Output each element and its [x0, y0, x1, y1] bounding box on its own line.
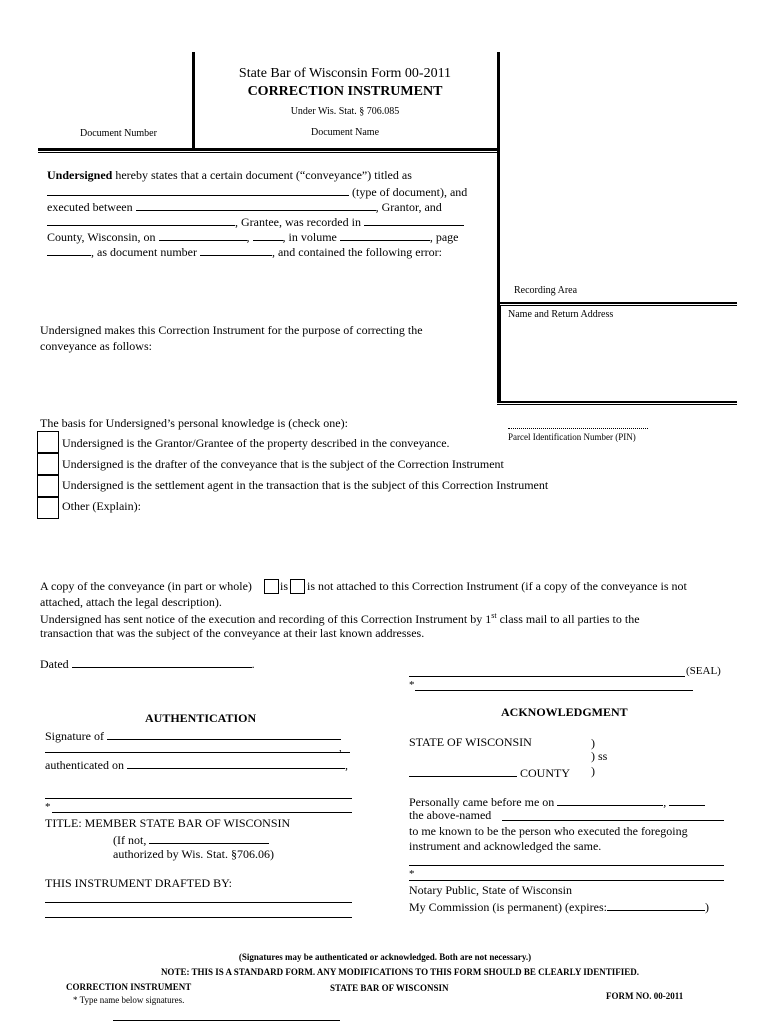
notice-line-1: [40, 611, 640, 627]
recorded-year-field[interactable]: [253, 228, 283, 241]
line3-tail: , Grantor, and: [375, 200, 442, 214]
drafted-by-label: THIS INSTRUMENT DRAFTED BY:: [45, 876, 233, 890]
grantee-field[interactable]: [47, 213, 235, 226]
purpose-line-1: Undersigned makes this Correction Instrument for the purpose of correcting the: [40, 323, 423, 337]
line4-mid: , Grantee, was recorded in: [235, 215, 361, 229]
signature-of-field[interactable]: [107, 727, 341, 740]
document-number-field[interactable]: [200, 243, 272, 256]
copy-tail: is not attached to this Correction Instrument (if a copy of the conveyance is not: [307, 579, 687, 593]
line2-text: (type of document), and: [352, 185, 468, 199]
dated-label: Dated: [40, 657, 69, 671]
option-grantor-grantee: Undersigned is the Grantor/Grantee of the property described in the conveyance.: [62, 436, 450, 450]
purpose-line-2: conveyance as follows:: [40, 339, 152, 353]
authenticated-on-line: [45, 756, 348, 773]
auth-signature-line[interactable]: [45, 798, 352, 799]
known-line-2: instrument and acknowledged the same.: [409, 839, 602, 853]
footer-left-sub: * Type name below signatures.: [73, 995, 185, 1005]
copy-line-2: attached, attach the legal description).: [40, 595, 222, 609]
county-recorded-field[interactable]: [364, 213, 464, 226]
option-drafter: Undersigned is the drafter of the conveyance that is the subject of the Correction Instrument: [62, 457, 504, 471]
auth-comma-1: ,: [339, 742, 342, 754]
drafted-by-line-2[interactable]: [45, 917, 352, 918]
copy-line-1: [40, 579, 252, 594]
volume-field[interactable]: [340, 228, 430, 241]
known-line-1: to me known to be the person who executed the foregoing: [409, 824, 688, 838]
commission-expires-field[interactable]: [607, 898, 705, 911]
option-other: Other (Explain):: [62, 499, 141, 513]
return-address-left-rule: [500, 306, 501, 403]
pin-label: Parcel Identification Number (PIN): [508, 432, 636, 442]
body-line-6: [47, 243, 442, 260]
checkbox-copy-is[interactable]: [264, 579, 279, 594]
drafted-by-line-1[interactable]: [45, 902, 352, 903]
authentication-title: AUTHENTICATION: [145, 711, 257, 725]
copy-is: is: [280, 579, 289, 593]
line5-page: , page: [429, 230, 459, 244]
name-return-address-label: Name and Return Address: [508, 309, 614, 320]
ack-state: STATE OF WISCONSIN: [409, 735, 532, 749]
statute-ref: Under Wis. Stat. § 706.085: [290, 106, 400, 117]
header-bottom-rule: [38, 148, 500, 151]
basis-intro: The basis for Undersigned’s personal knowledge is (check one):: [40, 416, 348, 430]
signature-star: *: [409, 679, 415, 691]
line5-volume: , in volume: [282, 230, 337, 244]
above-named-line: [409, 808, 491, 823]
notice-tail: class mail to all parties to the: [499, 612, 640, 626]
recording-area-rule-2: [497, 305, 737, 306]
if-not-line: [113, 831, 269, 848]
commission-label: My Commission (is permanent) (expires:: [409, 900, 607, 914]
footer-center: STATE BAR OF WISCONSIN: [330, 983, 449, 993]
auth-star: *: [45, 801, 51, 813]
dated-field[interactable]: [72, 655, 252, 668]
seal-label: (SEAL): [686, 665, 721, 677]
signature-line[interactable]: [409, 676, 685, 677]
dated-line: [40, 655, 255, 672]
checkbox-other[interactable]: [37, 497, 59, 519]
line6-docnum: , as document number: [91, 245, 197, 259]
undersigned-bold: Undersigned: [47, 168, 113, 182]
ack-paren-1: ): [591, 736, 595, 750]
line6-tail: , and contained the following error:: [271, 245, 442, 259]
personally-came-year-field[interactable]: [669, 793, 705, 806]
form-line: State Bar of Wisconsin Form 00-2011: [238, 66, 452, 81]
signature-of-label: Signature of: [45, 729, 104, 743]
page-title: CORRECTION INSTRUMENT: [247, 84, 443, 99]
document-number-label: Document Number: [80, 128, 157, 139]
ack-county-line: [409, 764, 570, 781]
type-of-document-field[interactable]: [47, 183, 349, 196]
line3-head: executed between: [47, 200, 133, 214]
footer-form-number: FORM NO. 00-2011: [606, 991, 684, 1001]
notary-signature-line[interactable]: [409, 865, 724, 866]
auth-blank-line[interactable]: [45, 752, 350, 753]
authenticated-on-field[interactable]: [127, 756, 345, 769]
auth-comma-2: ,: [344, 758, 348, 772]
notary-star: *: [409, 868, 415, 880]
ack-paren-3: ): [591, 764, 595, 778]
if-not-label: (If not,: [113, 833, 147, 847]
notary-label: Notary Public, State of Wisconsin: [409, 883, 572, 897]
footer-left-title: CORRECTION INSTRUMENT: [66, 982, 192, 992]
personally-came-label: Personally came before me on: [409, 795, 555, 809]
return-address-bottom-rule: [497, 401, 737, 403]
notice-sup: st: [491, 611, 497, 620]
checkbox-grantor-grantee[interactable]: [37, 431, 59, 453]
notice-head: Undersigned has sent notice of the execution and recording of this Correction Instrument by 1: [40, 612, 492, 626]
above-named-label: the above-named: [409, 808, 492, 822]
footer-bottom-line: [113, 1020, 340, 1021]
acknowledgment-title: ACKNOWLEDGMENT: [501, 705, 628, 719]
header-bottom-rule-2: [38, 152, 500, 153]
above-named-field[interactable]: [502, 820, 724, 821]
dated-period: .: [251, 657, 255, 671]
signature-of-line: [45, 727, 341, 744]
page-field[interactable]: [47, 243, 91, 256]
return-address-bottom-rule-2: [497, 404, 737, 405]
personally-came-date-field[interactable]: [557, 793, 663, 806]
ack-county-label: COUNTY: [520, 766, 570, 780]
ack-county-field[interactable]: [409, 764, 517, 777]
authenticated-on-label: authenticated on: [45, 758, 124, 772]
checkbox-copy-is-not[interactable]: [290, 579, 305, 594]
ack-ss: ) ss: [591, 749, 608, 763]
if-not-field[interactable]: [149, 831, 269, 844]
signature-name-line[interactable]: [415, 690, 693, 691]
recording-area-rule: [497, 302, 737, 304]
checkbox-settlement-agent[interactable]: [37, 475, 59, 497]
notary-name-line[interactable]: [409, 880, 724, 881]
option-settlement-agent: Undersigned is the settlement agent in the transaction that is the subject of this Correction Instrument: [62, 478, 549, 492]
line5-comma: ,: [246, 230, 250, 244]
recording-area-label: Recording Area: [514, 285, 578, 296]
body-line-1: [47, 168, 412, 183]
copy-head: A copy of the conveyance (in part or whole): [40, 579, 252, 593]
line1-text: hereby states that a certain document (“conveyance”) titled as: [115, 168, 412, 182]
commission-close: ): [704, 900, 709, 914]
recorded-date-field[interactable]: [159, 228, 247, 241]
auth-title-line: TITLE: MEMBER STATE BAR OF WISCONSIN: [45, 816, 291, 830]
grantor-field[interactable]: [136, 198, 376, 211]
checkbox-drafter[interactable]: [37, 453, 59, 475]
line5-head: County, Wisconsin, on: [47, 230, 156, 244]
document-name-label: Document Name: [310, 127, 380, 138]
footer-note-2: NOTE: THIS IS A STANDARD FORM. ANY MODIFICATIONS TO THIS FORM SHOULD BE CLEARLY IDENTIFIED.: [160, 967, 640, 977]
ack-comma: ,: [663, 795, 667, 809]
pin-rule: [508, 428, 648, 430]
commission-line: [409, 898, 709, 915]
footer-note-1: (Signatures may be authenticated or acknowledged. Both are not necessary.): [238, 952, 532, 962]
auth-name-line[interactable]: [52, 812, 352, 813]
notice-line-2: transaction that was the subject of the conveyance at their last known addresses.: [40, 626, 425, 640]
authorized-by: authorized by Wis. Stat. §706.06): [113, 847, 274, 861]
